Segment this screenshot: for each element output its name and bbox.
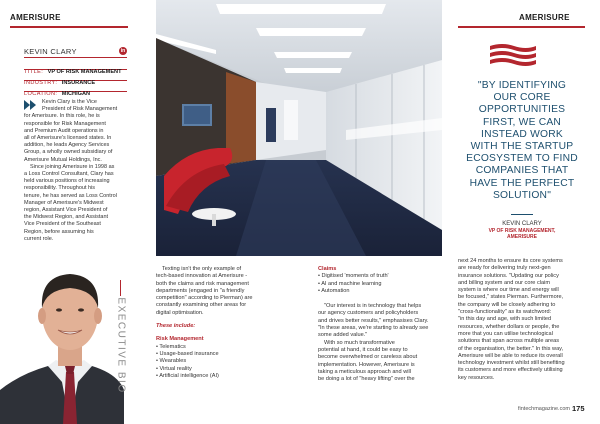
profile-value: INSURANCE <box>61 80 96 86</box>
bio-line: responsible for Risk Management <box>24 120 106 127</box>
article-line: next 24 months to ensure its core systems <box>458 258 563 264</box>
profile-row-location <box>24 82 127 97</box>
claims-list <box>318 273 458 295</box>
executive-bio-sidebar <box>108 280 134 420</box>
brand-left: AMERISURE <box>10 13 61 22</box>
article-line: "cross-functionality" as its watchword: <box>458 309 552 316</box>
bio-line: responsibility. Throughout his <box>24 185 96 192</box>
list-item: • Usage-based insurance <box>156 350 219 357</box>
article-line: solutions that span across multiple areas <box>458 338 560 345</box>
attribution-name: KEVIN CLARY <box>502 221 542 227</box>
article-column-2 <box>318 266 458 383</box>
article-line: and billing system and our core claim <box>458 279 551 286</box>
bio-line: addition, he leads Agency Services <box>24 142 110 149</box>
profile-row-industry <box>24 71 127 86</box>
bio-line: Manager of Amerisure's Midwest <box>24 199 104 206</box>
quote-divider <box>511 214 533 215</box>
bio-line: the Midwest Region, and Assistant <box>24 214 109 221</box>
article-line: tech-based innovation at Amerisure - <box>156 273 248 280</box>
article-column-1 <box>156 266 296 380</box>
bio-line: for Amerisure. In this role, he is <box>24 113 100 120</box>
article-line: With so much transformative <box>324 339 395 346</box>
quote-line: OUR CORE <box>493 92 551 104</box>
article-line: "Our interest is in technology that helps <box>324 303 422 310</box>
profile-name: KEVIN CLARY <box>24 47 77 56</box>
quote-line: SOLUTION" <box>492 189 552 201</box>
article-line: some added value." <box>318 332 368 339</box>
article-line: technology investment whilst still benefiting <box>458 360 565 367</box>
list-item: • Digitised 'moments of truth' <box>318 273 389 280</box>
bio-line: and Premium Audit operations in <box>24 127 104 134</box>
amerisure-flag-logo <box>488 42 538 68</box>
attribution-company: AMERISURE <box>506 234 537 241</box>
sidebar-label: EXECUTIVE BIO <box>115 297 127 394</box>
profile-label: LOCATION: <box>24 91 58 97</box>
office-photo <box>156 0 442 256</box>
quote-line: "BY IDENTIFYING <box>477 80 567 91</box>
bio-line: current role. <box>24 235 54 242</box>
bio-line: Since joining Amerisure in 1998 as <box>30 163 115 170</box>
profile-value: VP OF RISK MANAGEMENT <box>47 69 122 75</box>
bio-line: Region, before assuming his <box>24 228 94 235</box>
page-number: 175 <box>572 404 585 413</box>
quote-line: ECOSYSTEM TO FIND <box>466 153 578 165</box>
footer-site: fintechmagazine.com <box>518 406 570 412</box>
article-line: are ready for delivering truly next-gen <box>458 265 551 272</box>
risk-management-list <box>156 344 296 380</box>
article-line: Amerisure will be able to reduce its overall <box>458 352 563 359</box>
quote-line: OPPORTUNITIES <box>478 104 566 116</box>
article-line: potential at hand, it could be easy to <box>318 346 408 353</box>
quote-line: INSTEAD WORK <box>481 128 563 140</box>
header-rule-left <box>10 26 128 28</box>
profile-row-title <box>24 60 127 75</box>
quote-attribution <box>458 221 586 241</box>
bio-line: President of Risk Management <box>42 106 118 113</box>
article-line: "in this day and age, with such limited <box>458 316 552 323</box>
article-line: be focused," states Pierman. Furthermore, <box>458 294 564 301</box>
bio-line: Amerisure Mutual Holdings, Inc. <box>24 156 102 163</box>
list-item: • AI and machine learning <box>318 280 382 287</box>
includes-label: These include: <box>156 323 196 330</box>
article-line: of the organisation, the better." In this way, <box>458 345 564 352</box>
pull-quote <box>458 80 586 202</box>
article-line: be doing a lot of "heavy lifting" over the <box>318 376 415 383</box>
article-line: the company will be closely adhering to <box>458 301 556 308</box>
profile-value: MICHIGAN <box>61 91 91 97</box>
claims-heading: Claims <box>318 266 337 272</box>
bio-line: a Loss Control Consultant, Clary has <box>24 171 114 178</box>
quote-line: WITH THE STARTUP <box>470 141 574 153</box>
article-line: taking a meticulous approach and will <box>318 368 411 375</box>
header-rule-right <box>458 26 585 28</box>
quote-line: COMPANIES THAT <box>475 165 569 177</box>
article-line: competition" according to Pierman) are <box>156 295 253 302</box>
article-line: constantly examining other areas for <box>156 302 247 309</box>
bio-line: Kevin Clary is the Vice <box>42 99 97 105</box>
list-item: • Artificial intelligence (AI) <box>156 372 219 379</box>
article-line: our agency customers and policyholders <box>318 310 419 317</box>
list-item: • Telematics <box>156 343 186 350</box>
bio-line: region, Assistant Vice President of <box>24 207 108 214</box>
risk-management-heading: Risk Management <box>156 336 204 343</box>
list-item: • Virtual reality <box>156 365 192 372</box>
list-item: • Wearables <box>156 358 187 365</box>
article-line: system is where our time and energy will <box>458 287 559 294</box>
profile-rule <box>24 57 127 58</box>
profile-label: INDUSTRY: <box>24 80 58 86</box>
bio-line: Group, a wholly owned subsidiary of <box>24 149 113 156</box>
article-line: Texting isn't the only example of <box>162 266 242 272</box>
quote-line: FIRST, WE CAN <box>482 116 562 128</box>
bio-line: all of Amerisure's licensed states. In <box>24 135 112 142</box>
profile-box <box>24 47 127 97</box>
article-line: resources, whether dollars or people, the <box>458 323 560 330</box>
profile-label: TITLE: <box>24 69 44 75</box>
bio-line: Vice President of the Southeast <box>24 221 101 228</box>
linkedin-icon[interactable]: in <box>120 48 126 54</box>
article-line: both the claims and risk management <box>156 280 249 287</box>
article-line: become overwhelmed or careless about <box>318 354 418 361</box>
article-line: "In these areas, we're starting to already see <box>318 325 429 332</box>
bio-text <box>24 99 128 243</box>
article-column-3 <box>458 258 592 382</box>
article-line: more that you can utilise technological <box>458 330 553 337</box>
article-line: its customers and more effectively utilising <box>458 367 563 374</box>
article-line: departments (engaged in "a friendly <box>156 287 245 294</box>
article-line: and drives better results," emphasises Clary. <box>318 317 429 324</box>
article-line: key resources. <box>458 374 495 381</box>
article-line: insurance solutions. "Updating our policy <box>458 272 559 279</box>
brand-right: AMERISURE <box>519 13 570 22</box>
quote-line: HAVE THE PERFECT <box>469 177 575 189</box>
attribution-title: VP OF RISK MANAGEMENT, <box>488 227 556 234</box>
bio-line: tenure, he has served as Loss Control <box>24 192 117 199</box>
bio-line: held various positions of increasing <box>24 178 110 185</box>
article-line: implementation. However, Amerisure is <box>318 361 415 368</box>
article-line: digital optimisation. <box>156 309 204 316</box>
list-item: • Automation <box>318 287 350 294</box>
